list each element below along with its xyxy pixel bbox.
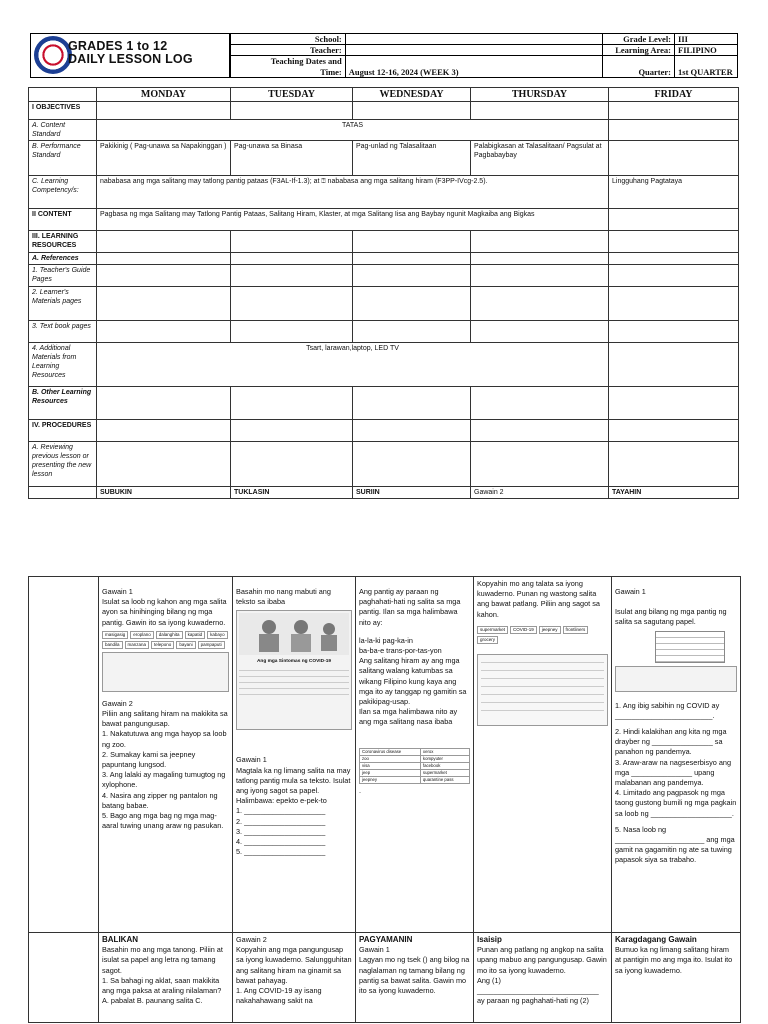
fri-gawain2-image	[615, 666, 737, 692]
choice-chip: COVID-19	[510, 626, 537, 634]
choice-chip: supermarket	[477, 626, 508, 634]
mon-balikan-question: 1. Sa bahagi ng aklat, saan makikita ang mga paksa at araling nilalaman?	[102, 975, 222, 996]
list-item: 3. Araw-araw na nagseserbisyo ang mga _______________ upang malabanan ang pandemya.	[615, 757, 732, 788]
choice-chip: jeepney	[539, 626, 561, 634]
teacher-value	[345, 45, 602, 56]
performance-thursday: Palabigkasan at Talasalitaan/ Pagsulat at Pagbabaybay	[471, 141, 609, 176]
mon-balikan-answers: A. pabalat B. paunang salita C.	[102, 996, 203, 1006]
performance-tuesday: Pag-unawa sa Binasa	[231, 141, 353, 176]
day-monday: MONDAY	[97, 88, 231, 102]
competency-friday: Lingguhang Pagtataya	[609, 176, 739, 209]
activities-table	[28, 576, 741, 1023]
area-label: Learning Area:	[603, 45, 675, 56]
activity-thursday	[474, 577, 612, 933]
table-cell: visa	[360, 762, 421, 769]
tue-gawain1-text: Magtala ka ng limang salita na may tatlong pantig mula sa teksto. Isulat ang iyong sagot sa papel.	[236, 765, 351, 796]
day-tuesday: TUESDAY	[231, 88, 353, 102]
table-cell: Coronavirus disease	[360, 748, 421, 755]
table-cell: jeepney	[360, 776, 421, 783]
mon-balikan-text: Basahin mo ang mga tanong. Piliin at isulat sa papel ang letra ng tamang sagot.	[102, 945, 223, 975]
wed-pagyamanin-heading: PAGYAMANIN	[359, 935, 413, 944]
tue-gawain2-title: Gawain 2	[236, 935, 267, 944]
activity-wednesday-pagyamanin	[356, 933, 474, 1023]
thu-paragraph-image	[477, 654, 608, 726]
table-cell: supermarket	[420, 769, 469, 776]
table-cell: facebook	[420, 762, 469, 769]
content-standard-label: A. Content Standard	[29, 120, 97, 141]
table-cell: quarantine pass	[420, 776, 469, 783]
content-heading: II CONTENT	[29, 209, 97, 231]
activity-tuesday	[233, 577, 356, 933]
table-cell: xerox	[420, 748, 469, 755]
wed-text1: Ang pantig ay paraan ng paghahati-hati ng salita sa mga pantig. Ilan sa mga halimbawa nito ay:	[359, 587, 461, 627]
learners-materials-label: 2. Learner's Materials pages	[29, 287, 97, 321]
performance-wednesday: Pag-unlad ng Talasalitaan	[353, 141, 471, 176]
tue-gawain1-title: Gawain 1	[236, 755, 267, 765]
tue-gawain2-item: 1. Ang COVID-19 ay isang nakahahawang sakit na	[236, 986, 322, 1006]
list-item: 5. Bago ang mga bag ng mga mag-aaral tuwing unang araw ng pasukan.	[102, 811, 224, 831]
objectives-heading: I OBJECTIVES	[29, 102, 97, 120]
mon-gawain1-title: Gawain 1	[102, 587, 133, 596]
lesson-plan-table	[28, 87, 739, 499]
wed-example: la-la-ki pag-ka-in	[359, 635, 413, 645]
list-item: 2. Hindi kalakihan ang kita ng mga drayber ng _______________ sa panahon ng pandemya.	[615, 727, 727, 757]
tue-article-image	[236, 610, 352, 730]
word-chip: bandila	[102, 641, 123, 649]
performance-standard-label: B. Performance Standard	[29, 141, 97, 176]
activity-monday-balikan	[99, 933, 233, 1023]
content-value: Pagbasa ng mga Salitang may Tatlong Pantig Pataas, Salitang Hiram, Klaster, at mga Salitang Iisa ang Baybay ngunit Magkaiba ang Bigkas	[97, 209, 609, 231]
performance-monday: Pakikinig ( Pag-unawa sa Napakinggan )	[97, 141, 231, 176]
word-chip: dalanghita	[156, 631, 183, 639]
tue-intro: Basahin mo nang mabuti ang teksto sa ibaba	[236, 587, 331, 607]
procedure-label-monday: SUBUKIN	[97, 487, 231, 499]
activity-friday-karagdagang	[612, 933, 741, 1023]
day-thursday: THURSDAY	[471, 88, 609, 102]
deped-seal-icon	[34, 36, 72, 74]
wed-gawain1-text: Lagyan mo ng tsek () ang bilog na naglalaman ng tamang bilang ng pantig sa bawat salita. Gawin mo ito sa iyong kuwaderno.	[359, 955, 470, 996]
content-standard-value: TATAS	[97, 120, 609, 141]
resources-heading: III. LEARNING RESOURCES	[29, 231, 97, 253]
mon-gawain2-title: Gawain 2	[102, 698, 133, 708]
additional-materials-value: Tsart, larawan,laptop, LED TV	[97, 343, 609, 387]
activity-wednesday	[356, 577, 474, 933]
blank-line: 4. ____________________	[236, 837, 326, 847]
thu-isaisip-heading: Isaisip	[477, 935, 502, 944]
list-item: 3. Ang lalaki ay magaling tumugtog ng xylophone.	[102, 770, 226, 790]
thu-isaisip-b: ______________________________ ay paraan ng paghahati-hati ng (2)	[477, 986, 599, 1006]
fri-karagdagang-text: Bumuo ka ng limang salitang hiram at pantigin mo ang mga ito. Isulat ito sa iyong kuwaderno.	[615, 945, 733, 975]
dates-label-2: Time:	[231, 67, 346, 78]
area-value: FILIPINO	[675, 45, 738, 56]
day-wednesday: WEDNESDAY	[353, 88, 471, 102]
word-chip: kabayo	[207, 631, 228, 639]
dates-label-1: Teaching Dates and	[231, 56, 346, 67]
tue-article-title: Ang mga Sintomas ng COVID-19	[256, 658, 332, 664]
other-resources-label: B. Other Learning Resources	[29, 387, 97, 420]
fri-karagdagang-heading: Karagdagang Gawain	[615, 935, 697, 944]
mon-balikan-heading: BALIKAN	[102, 935, 138, 944]
tue-example: Halimbawa: epekto e-pek-to	[236, 796, 327, 806]
blank-line: 3. ____________________	[236, 826, 326, 836]
word-chip: pampaputi	[198, 641, 225, 649]
competency-label: C. Learning Competency/s:	[29, 176, 97, 209]
teacher-label: Teacher:	[231, 45, 346, 56]
people-illustration-icon	[239, 613, 349, 655]
thu-choices-box	[477, 626, 608, 644]
mon-syllable-grid	[102, 652, 229, 692]
blank-line: 1. ____________________	[236, 806, 326, 816]
competency-value: nababasa ang mga salitang may tatlong pantig pataas (F3AL-If-1.3); at ⍰ nababasa ang mga salitang hiram (F3PP-IVcg-2.5).	[97, 176, 609, 209]
table-cell: jeep	[360, 769, 421, 776]
procedure-label-friday: TAYAHIN	[609, 487, 739, 499]
quarter-value: 1st QUARTER	[675, 56, 738, 78]
word-chip: manzana	[125, 641, 150, 649]
word-chip: kapatid	[185, 631, 206, 639]
wed-gawain1-title: Gawain 1	[359, 945, 390, 955]
day-friday: FRIDAY	[609, 88, 739, 102]
wed-text3: Ilan sa mga halimbawa nito ay ang mga salitang nasa ibaba	[359, 707, 458, 727]
reviewing-lesson-label: A. Reviewing previous lesson or presenting the new lesson	[29, 442, 97, 487]
list-item: 1. Ang ibig sabihin ng COVID ay ________________________.	[615, 700, 720, 720]
table-cell: zoo	[360, 755, 421, 762]
list-item: 1. Nakatutuwa ang mga hayop sa loob ng zoo.	[102, 729, 227, 749]
procedure-label-thursday: Gawain 2	[471, 487, 609, 499]
thu-text1: Kopyahin mo ang talata sa iyong kuwaderno. Punan ng wastong salita ang bawat patlang. Piliin ang sagot sa kahon.	[477, 579, 600, 619]
word-chip: telepono	[151, 641, 174, 649]
wed-borrowed-words-table	[359, 748, 470, 784]
mon-gawain1-text: Isulat sa loob ng kahon ang mga salita ayon sa hinihinging bilang ng mga pantig. Gawin ito sa iyong kuwaderno.	[102, 597, 227, 627]
word-chip: bayani	[176, 641, 195, 649]
school-value	[345, 34, 602, 45]
textbook-label: 3. Text book pages	[29, 321, 97, 343]
mon-word-bank	[102, 631, 229, 649]
header-info-grid	[230, 33, 738, 78]
blank-line: 2. ____________________	[236, 816, 326, 826]
dates-value: August 12-16, 2024 (WEEK 3)	[345, 56, 602, 78]
blank-line: 5. ____________________	[236, 847, 326, 857]
teachers-guide-label: 1. Teacher's Guide Pages	[29, 265, 97, 287]
list-item: 4. Limitado ang pagpasok ng mga taong gustong bumili ng mga pagkain sa loob ng ____________________.	[615, 788, 737, 818]
grade-label: Grade Level:	[603, 34, 675, 45]
fri-gawain1-text: Isulat ang bilang ng mga pantig ng salita sa sagutang papel.	[615, 607, 727, 627]
table-cell: kompyuter	[420, 755, 469, 762]
activity-thursday-isaisip	[474, 933, 612, 1023]
header-title-line1: GRADES 1 to 12	[68, 39, 168, 53]
procedure-label-wednesday: SURIIN	[353, 487, 471, 499]
word-chip: eroplano	[130, 631, 154, 639]
wed-dot: .	[359, 785, 362, 795]
header-title	[68, 40, 193, 66]
choice-chip: frontliners	[563, 626, 589, 634]
wed-text2: Ang salitang hiram ay ang mga salitang walang katumbas sa wikang Filipino kung kaya ang mga ito ay tanggap ng gamitin sa pakikipag-usap.	[359, 656, 467, 707]
fri-gawain1-title: Gawain 1	[615, 587, 646, 596]
activity-tuesday-gawain2	[233, 933, 356, 1023]
header-logo-block	[30, 33, 230, 78]
corner-cell	[29, 88, 97, 102]
references-heading: A. References	[29, 253, 97, 265]
additional-materials-label: 4. Additional Materials from Learning Resources	[29, 343, 97, 387]
activity-friday	[612, 577, 741, 933]
activity-monday	[99, 577, 233, 933]
quarter-label: Quarter:	[603, 56, 675, 78]
thu-isaisip-a: Ang (1)	[477, 975, 501, 985]
word-chip: masigasig	[102, 631, 128, 639]
thu-isaisip-text: Punan ang patlang ng angkop na salita upang mabuo ang pangungusap. Gawin mo ito sa iyong kuwaderno.	[477, 945, 607, 975]
wed-example: ba-ba-e trans-por-tas-yon	[359, 646, 442, 656]
choice-chip: grocery	[477, 636, 498, 644]
list-item: 4. Nasira ang zipper ng pantalon ng batang babae.	[102, 790, 218, 810]
tue-gawain2-text: Kopyahin ang mga pangungusap sa iyong kuwaderno. Salungguhitan ang salitang hiram na ginamit sa bawat pahayag.	[236, 945, 352, 985]
header-title-line2: DAILY LESSON LOG	[68, 52, 193, 66]
mon-gawain2-text: Piliin ang salitang hiram na makikita sa bawat pangungusap.	[102, 709, 228, 729]
school-label: School:	[231, 34, 346, 45]
grade-value: III	[675, 34, 738, 45]
procedures-heading: IV. PROCEDURES	[29, 420, 97, 442]
list-item: 5. Nasa loob ng ______________________ ang mga gamit na gagamitin ng ate sa tuwing papasok siya sa trabaho.	[615, 824, 735, 865]
fri-syllable-table-image	[655, 631, 725, 663]
list-item: 2. Sumakay kami sa jeepney papuntang lungsod.	[102, 749, 196, 770]
procedure-label-tuesday: TUKLASIN	[231, 487, 353, 499]
